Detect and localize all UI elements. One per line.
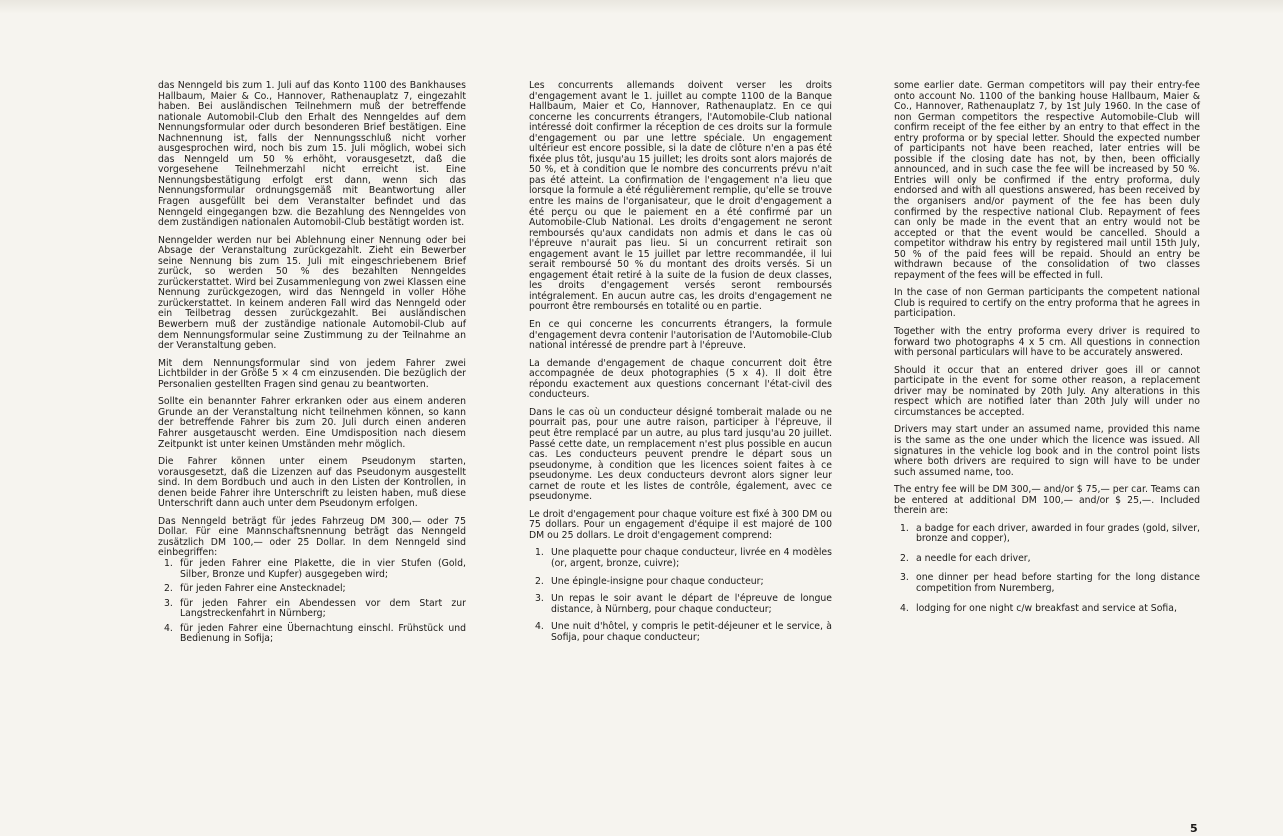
list-item-text: one dinner per head before starting for the long distance competition from Nuremberg, [916,572,1200,594]
german-paragraph-2: Nenngelder werden nur bei Ablehnung einer Nennung oder bei Absage der Veranstaltung zurückgezahlt. Zieht ein Bewerber seine Nennung bis zum 15. Juli mit eingeschriebenem Brief zurück, so werden 50 % des bezahlten Nenngeldes zurückerstattet. Wird bei Zusammenlegung von zwei Klassen eine Nennung zurückgezogen, wird das Nenngeld in voller Höhe zurückerstattet. In keinem anderen Fall wird das Nenngeld oder ein Teilbetrag dessen zurückgezahlt. Bei ausländischen Bewerbern muß der zuständige nationale Automobil-Club auf dem Nennungsformular seine Zustimmung zu der Teilnahme an der Veranstaltung geben. [158,234,466,352]
german-paragraph-3: Mit dem Nennungsformular sind von jedem Fahrer zwei Lichtbilder in der Größe 5 × 4 cm einzusenden. Die bezüglich der Personalien gestellten Fragen sind genau zu beantworten. [158,357,466,390]
list-item-text: a badge for each driver, awarded in four grades (gold, silver, bronze and copper), [916,522,1200,545]
list-item-text: a needle for each driver, [916,552,1031,564]
list-item: 4. für jeden Fahrer eine Übernachtung einschl. Frühstück und Bedienung in Sofija; [164,622,466,645]
page-number: 5 [1190,822,1198,835]
german-paragraph-4: Sollte ein benannter Fahrer erkranken oder aus einem anderen Grunde an der Veranstaltung nicht teilnehmen können, so kann der betreffende Fahrer bis zum 20. Juli durch einen anderen Fahrer ausgetauscht werden. Eine Umdisposition nach diesem Zeitpunkt ist unter keinen Umständen mehr möglich. [158,396,466,450]
french-paragraph-3: La demande d'engagement de chaque concurrent doit être accompagnée de deux photographies (5 x 4). Il doit être répondu exactement aux questions concernant l'état-civil des conducteurs. [529,357,832,401]
french-inclusions-list [529,548,832,643]
german-paragraph-5: Die Fahrer können unter einem Pseudonym starten, vorausgesetzt, daß die Lizenzen auf das Pseudonym ausgestellt sind. In dem Bordbuch und auch in den Listen der Kontrollen, in denen beide Fahrer ihre Unterschrift zu leisten haben, muß diese Unterschrift dann auch unter dem Pseudonym erfolgen. [158,456,466,510]
french-paragraph-5: Le droit d'engagement pour chaque voiture est fixé à 300 DM ou 75 dollars. Pour un engagement d'équipe il est majoré de 100 DM ou 25 dollars. Le droit d'engagement comprend: [529,508,832,541]
list-item: 2. für jeden Fahrer eine Anstecknadel; [164,583,346,595]
list-item-text: lodging for one night c/w breakfast and service at Sofia, [916,602,1177,614]
english-paragraph-4: Should it occur that an entered driver goes ill or cannot participate in the event for some other reason, a replacement driver may be nominated by 20th July. Any alterations in this respect which are notified later than 20th July will under no circumstances be accepted. [894,364,1200,418]
list-item: 1. a badge for each driver, awarded in four grades (gold, silver, bronze and copper), [900,522,1200,545]
list-item-text: Une nuit d'hôtel, y compris le petit-déjeuner et le service, à Sofija, pour chaque conducteur; [551,621,832,643]
french-paragraph-2: En ce qui concerne les concurrents étrangers, la formule d'engagement devra contenir l'autorisation de l'Automobile-Club national intéressé de prendre part à l'épreuve. [529,319,832,352]
list-item-text: Une plaquette pour chaque conducteur, livrée en 4 modèles (or, argent, bronze, cuivre); [551,547,832,569]
french-paragraph-1: Les concurrents allemands doivent verser les droits d'engagement avant le 1. juillet au compte 1100 de la Banque Hallbaum, Maier et Co, Hannover, Rathenauplatz. En ce qui concerne les concurrents étrangers, l'Automobile-Club national intéressé doit confirmer la réception de ces droits sur la formule d'engagement ou par une lettre spéciale. Un engagement ultérieur est encore possible, si la date de clôture n'en a pas été fixée plus tôt, jusqu'au 15 juillet; les droits sont alors majorés de 50 %, et à condition que le nombre des concurrents prévu n'ait pas été atteint. La confirmation de l'engagement n'a lieu que lorsque la formule a été régulièrement remplie, qu'elle se trouve entre les mains de l'organisateur, que le droit d'engagement a été perçu ou que le paiement en a été confirmé par un Automobile-Club National. Les droits d'engagement ne seront remboursés qu'aux candidats non admis et dans le cas où l'épreuve n'aurait pas lieu. Si un concurrent retirait son engagement avant le 15 juillet par lettre recommandée, il lui serait remboursé 50 % du montant des droits versés. Si un engagement était retiré à la suite de la fusion de deux classes, les droits d'engagement versés seront remboursés intégralement. En aucun autre cas, les droits d'engagement ne pourront être remboursés en totalité ou en partie. [529,80,832,313]
german-inclusions-list [158,559,466,645]
english-column [894,81,1200,623]
list-item: 3. für jeden Fahrer ein Abendessen vor dem Start zur Langstreckenfahrt in Nürnberg; [164,597,466,620]
german-paragraph-6: Das Nenngeld beträgt für jedes Fahrzeug DM 300,— oder 75 Dollar. Für eine Mannschaftsnennung beträgt das Nenngeld zusätzlich DM 100,— oder 25 Dollar. In dem Nenngeld sind einbegriffen: [158,515,466,559]
list-item-text: Un repas le soir avant le départ de l'épreuve de longue distance, à Nürnberg, pour chaque conducteur; [551,593,832,615]
list-item-text: für jeden Fahrer ein Abendessen vor dem Start zur Langstreckenfahrt in Nürnberg; [180,597,466,620]
english-inclusions-list [894,524,1200,614]
list-item: 2. a needle for each driver, [900,552,1031,564]
english-paragraph-1: some earlier date. German competitors will pay their entry-fee onto account No. 1100 of the banking house Hallbaum, Maier & Co., Hannover, Rathenauplatz 7, by 1st July 1960. In the case of non German competitors the respective Automobile-Club will confirm receipt of the fee either by an entry to that effect in the entry proforma or by special letter. Should the expected number of participants not have been reached, later entries will be possible if the closing date has not, by then, been officially announced, and in such case the fee will be increased by 50 %. Entries will only be confirmed if the entry proforma, duly endorsed and with all questions answered, has been received by the organisers and/or payment of the fee has been duly confirmed by the respective national Club. Repayment of fees can only be made in the event that an entry would not be accepted or that the event would be cancelled. Should a competitor withdraw his entry by registered mail until 15th July, 50 % of the paid fees will be repaid. Should an entry be withdrawn because of the consolidation of two classes repayment of the fees will be effected in full. [894,80,1200,281]
list-item: 3. Un repas le soir avant le départ de l'épreuve de longue distance, à Nürnberg, pour chaque conducteur; [535,593,832,615]
english-paragraph-3: Together with the entry proforma every driver is required to forward two photographs 4 x 5 cm. All questions in connection with personal particulars will have to be accurately answered. [894,326,1200,359]
list-item: 2. Une épingle-insigne pour chaque conducteur; [535,575,764,587]
list-item: 1. Une plaquette pour chaque conducteur, livrée en 4 modèles (or, argent, bronze, cuivre); [535,547,832,569]
list-item: 4. lodging for one night c/w breakfast and service at Sofia, [900,602,1177,614]
list-item-text: Une épingle-insigne pour chaque conducteur; [551,575,764,587]
french-column [529,81,832,650]
page-edge-shadow [0,0,1283,14]
list-item: 4. Une nuit d'hôtel, y compris le petit-déjeuner et le service, à Sofija, pour chaque conducteur; [535,621,832,643]
german-column [158,81,466,649]
english-paragraph-2: In the case of non German participants the competent national Club is required to certify on the entry proforma that he agrees in participation. [894,287,1201,320]
list-item: 3. one dinner per head before starting for the long distance competition from Nuremberg, [900,572,1200,594]
english-paragraph-6: The entry fee will be DM 300,— and/or $ 75,— per car. Teams can be entered at additional DM 100,— and/or $ 25,—. Included therein are: [894,484,1200,517]
list-item-text: für jeden Fahrer eine Plakette, die in vier Stufen (Gold, Silber, Bronze und Kupfer) ausgegeben wird; [180,557,466,580]
list-item-text: für jeden Fahrer eine Übernachtung einschl. Frühstück und Bedienung in Sofija; [180,622,466,645]
german-paragraph-1: das Nenngeld bis zum 1. Juli auf das Konto 1100 des Bankhauses Hallbaum, Maier & Co., Hannover, Rathenauplatz 7, eingezahlt haben. Bei ausländischen Teilnehmern muß der betreffende nationale Automobil-Club den Erhalt des Nenngeldes auf dem Nennungsformular oder durch besonderen Brief bestätigen. Eine Nachnennung ist, falls der Nennungsschluß nicht vorher ausgesprochen wird, noch bis zum 15. Juli möglich, wobei sich das Nenngeld um 50 % erhöht, vorausgesetzt, daß die vorgesehene Teilnehmerzahl nicht erreicht ist. Eine Nennungsbestätigung erfolgt erst dann, wenn sich das Nennungsformular ordnungsgemäß mit Beantwortung aller Fragen ausgefüllt bei dem Veranstalter befindet und das Nenngeld eingegangen bzw. die Bezahlung des Nenngeldes von dem zuständigen nationalen Automobil-Club bestätigt worden ist. [158,80,466,229]
english-paragraph-5: Drivers may start under an assumed name, provided this name is the same as the one under which the licence was issued. All signatures in the vehicle log book and in the control point lists where both drivers are required to sign will have to be under such assumed name, too. [894,424,1200,478]
french-paragraph-4: Dans le cas où un conducteur désigné tomberait malade ou ne pourrait pas, pour une autre raison, participer à l'épreuve, il peut être remplacé par un autre, au plus tard jusqu'au 20 juillet. Passé cette date, un remplacement n'est plus possible en aucun cas. Les conducteurs peuvent prendre le départ sous un pseudonyme, à condition que les licences soient faites à ce pseudonyme. Les deux conducteurs devront alors signer leur carnet de route et les listes de contrôle, également, avec ce pseudonyme. [529,406,832,503]
list-item: 1. für jeden Fahrer eine Plakette, die in vier Stufen (Gold, Silber, Bronze und Kupfer) ausgegeben wird; [164,557,466,580]
list-item-text: für jeden Fahrer eine Anstecknadel; [180,583,346,595]
